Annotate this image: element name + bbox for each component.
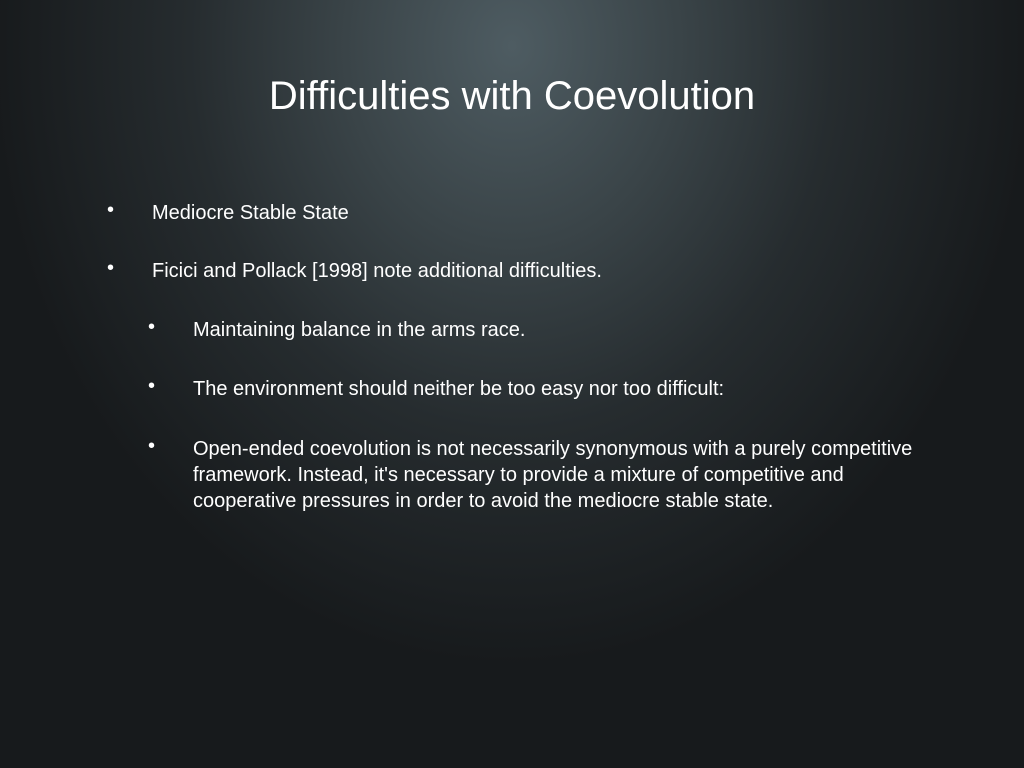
sub-bullet-item-environment	[148, 375, 923, 402]
bullet-text: Open-ended coevolution is not necessarily synonymous with a purely competitive framework. Instead, it's necessary to provide a mixture of competitive and cooperative pressures in order to avoid the mediocre stable state.	[193, 438, 913, 512]
bullet-text: The environment should neither be too easy nor too difficult:	[193, 378, 725, 400]
bullet-item-ficici-pollack	[107, 257, 912, 284]
bullet-item-mediocre-stable-state	[107, 199, 912, 226]
bullet-icon: •	[148, 435, 156, 457]
bullet-text: Mediocre Stable State	[152, 202, 349, 224]
bullet-text: Maintaining balance in the arms race.	[193, 319, 526, 341]
sub-bullet-item-arms-race	[148, 316, 923, 343]
slide-title: Difficulties with Coevolution	[268, 74, 756, 118]
bullet-icon: •	[148, 375, 156, 397]
bullet-text: Ficici and Pollack [1998] note additional difficulties.	[152, 260, 602, 282]
bullet-icon: •	[107, 257, 115, 279]
bullet-icon: •	[148, 316, 156, 338]
bullet-icon: •	[107, 199, 115, 221]
sub-bullet-item-open-ended	[148, 435, 923, 514]
